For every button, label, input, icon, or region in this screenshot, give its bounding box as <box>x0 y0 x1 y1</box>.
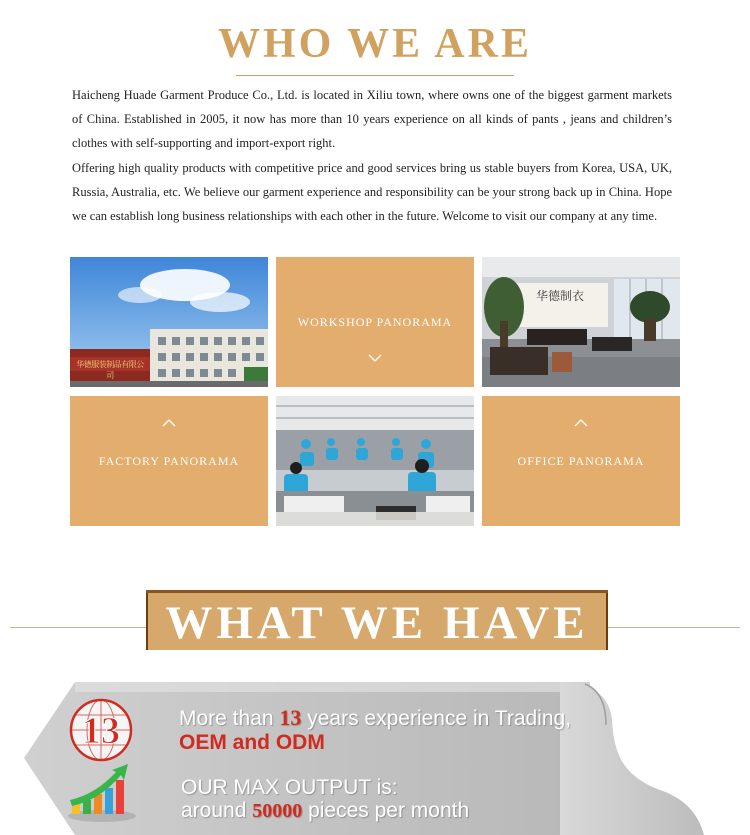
experience-prefix: More than <box>179 707 280 730</box>
factory-panorama-tile[interactable] <box>70 396 268 526</box>
building-sign-text: 华德服装制品有限公司 <box>76 360 144 380</box>
intro-text <box>72 83 672 228</box>
output-quantity: 50000 <box>252 800 303 822</box>
experience-suffix: years experience in Trading, <box>301 707 572 730</box>
sewing-workshop-image <box>276 396 474 526</box>
office-panorama-tile[interactable] <box>482 396 680 526</box>
office-wall-sign-text: 华德制衣 <box>535 289 584 303</box>
experience-line <box>179 705 571 731</box>
chevron-up-icon <box>574 419 588 427</box>
thirteen-badge-icon <box>68 697 134 763</box>
workshop-panorama-label: WORKSHOP PANORAMA <box>297 315 453 329</box>
office-lobby-image <box>482 257 680 387</box>
who-we-are-title: WHO WE ARE <box>218 21 532 67</box>
intro-paragraph-1: Haicheng Huade Garment Produce Co., Ltd. is located in Xiliu town, where owns one of the biggest garment markets of China. Established in 2005, it now has more than 10 years experience on all kinds of pants , jeans and children’s clothes with self-supporting and import-export right. <box>72 88 672 151</box>
factory-building-photo[interactable] <box>70 257 268 387</box>
output-prefix: around <box>181 799 253 822</box>
section-divider-right <box>606 627 740 628</box>
office-panorama-label: OFFICE PANORAMA <box>517 454 645 468</box>
office-lobby-photo[interactable] <box>482 257 680 387</box>
title-underline <box>236 75 514 76</box>
sewing-workshop-photo[interactable] <box>276 396 474 526</box>
growth-chart-icon <box>66 760 140 824</box>
experience-years: 13 <box>279 705 302 730</box>
output-suffix: pieces per month <box>302 799 470 822</box>
output-line <box>181 799 469 823</box>
section-divider-left <box>10 627 146 628</box>
oem-odm-line: OEM and ODM <box>179 731 325 754</box>
badge-number: 13 <box>82 710 120 752</box>
what-we-have-title: WHAT WE HAVE <box>165 597 589 649</box>
chevron-up-icon <box>162 419 176 427</box>
chevron-down-icon <box>368 354 382 362</box>
intro-paragraph-2: Offering high quality products with competitive price and good services bring us stable buyers from Korea, USA, UK, Russia, Australia, etc. We believe our garment experience and responsibility can be your strong back up in China. Hope we can establish long business relationships with each other in the future. Welcome to visit our company at any time. <box>72 160 672 224</box>
workshop-panorama-tile[interactable] <box>276 257 474 387</box>
factory-panorama-label: FACTORY PANORAMA <box>98 454 240 468</box>
max-output-label: OUR MAX OUTPUT is: <box>181 776 398 799</box>
